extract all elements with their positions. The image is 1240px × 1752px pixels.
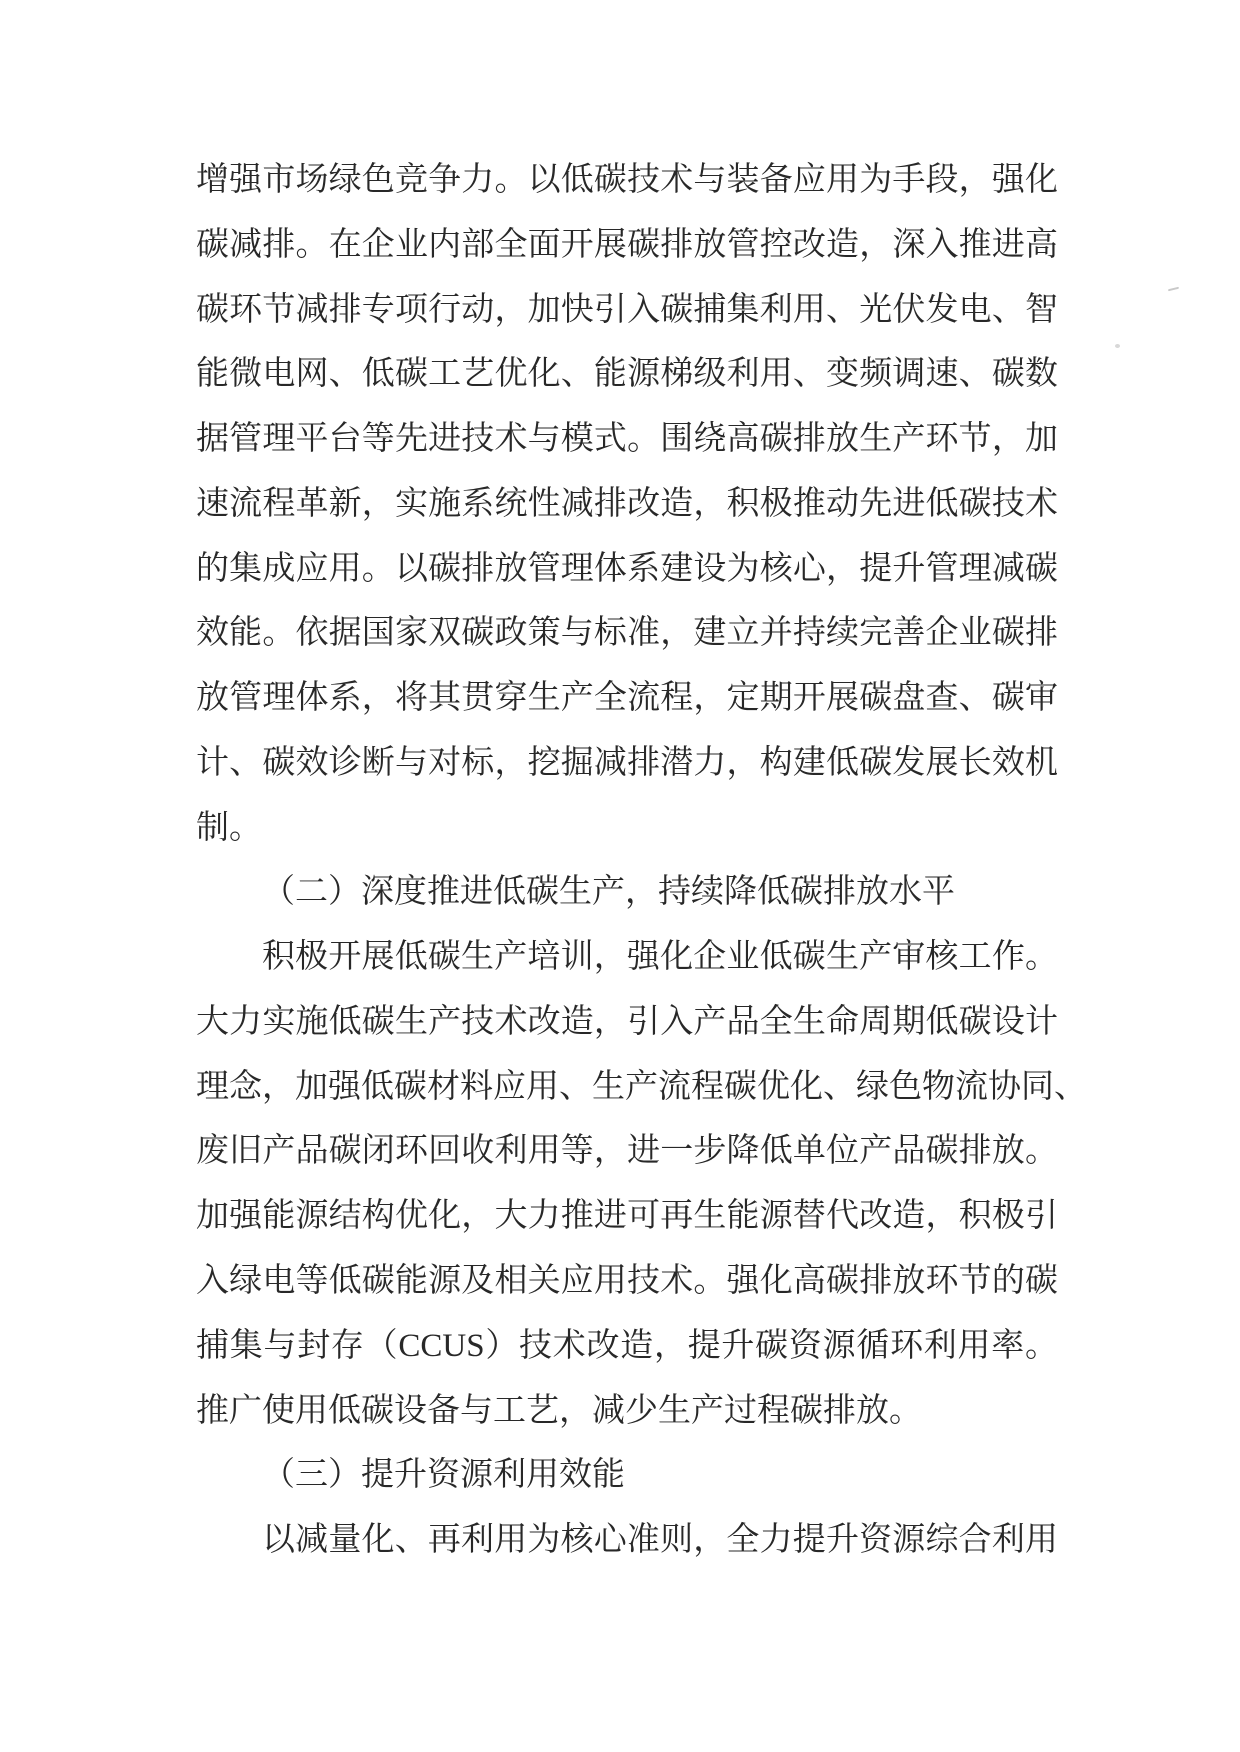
text-line: 加强能源结构优化，大力推进可再生能源替代改造，积极引 xyxy=(196,1198,1058,1235)
text-line: 入绿电等低碳能源及相关应用技术。强化高碳排放环节的碳 xyxy=(196,1263,1058,1300)
text-line: 以减量化、再利用为核心准则，全力提升资源综合利用 xyxy=(262,1522,1058,1559)
text-line: （二）深度推进低碳生产，持续降低碳排放水平 xyxy=(262,874,955,911)
text-line: 能微电网、低碳工艺优化、能源梯级利用、变频调速、碳数 xyxy=(196,356,1058,393)
text-line: 大力实施低碳生产技术改造，引入产品全生命周期低碳设计 xyxy=(196,1003,1058,1040)
text-line: 捕集与封存（CCUS）技术改造，提升碳资源循环利用率。 xyxy=(196,1327,1058,1364)
text-line: 碳环节减排专项行动，加快引入碳捕集利用、光伏发电、智 xyxy=(196,291,1058,328)
text-line: 据管理平台等先进技术与模式。围绕高碳排放生产环节，加 xyxy=(196,421,1058,458)
scan-artifact xyxy=(1115,344,1120,348)
text-line: 理念，加强低碳材料应用、生产流程碳优化、绿色物流协同、 xyxy=(196,1068,1087,1105)
text-line: 放管理体系，将其贯穿生产全流程，定期开展碳盘查、碳审 xyxy=(196,680,1058,717)
text-line: 速流程革新，实施系统性减排改造，积极推动先进低碳技术 xyxy=(196,485,1058,522)
text-line: 废旧产品碳闭环回收利用等，进一步降低单位产品碳排放。 xyxy=(196,1133,1058,1170)
text-line: 的集成应用。以碳排放管理体系建设为核心，提升管理减碳 xyxy=(196,550,1058,587)
text-line: 计、碳效诊断与对标，挖掘减排潜力，构建低碳发展长效机 xyxy=(196,744,1058,781)
text-line: 积极开展低碳生产培训，强化企业低碳生产审核工作。 xyxy=(262,939,1058,976)
text-line: （三）提升资源利用效能 xyxy=(262,1457,625,1494)
text-line: 增强市场绿色竞争力。以低碳技术与装备应用为手段，强化 xyxy=(196,162,1058,198)
text-line: 效能。依据国家双碳政策与标准，建立并持续完善企业碳排 xyxy=(196,615,1058,652)
scan-artifact xyxy=(1168,287,1179,292)
document-text-block xyxy=(196,148,1087,1573)
text-line: 碳减排。在企业内部全面开展碳排放管控改造，深入推进高 xyxy=(196,226,1058,263)
text-line: 制。 xyxy=(196,809,262,846)
text-line: 推广使用低碳设备与工艺，减少生产过程碳排放。 xyxy=(196,1392,922,1429)
